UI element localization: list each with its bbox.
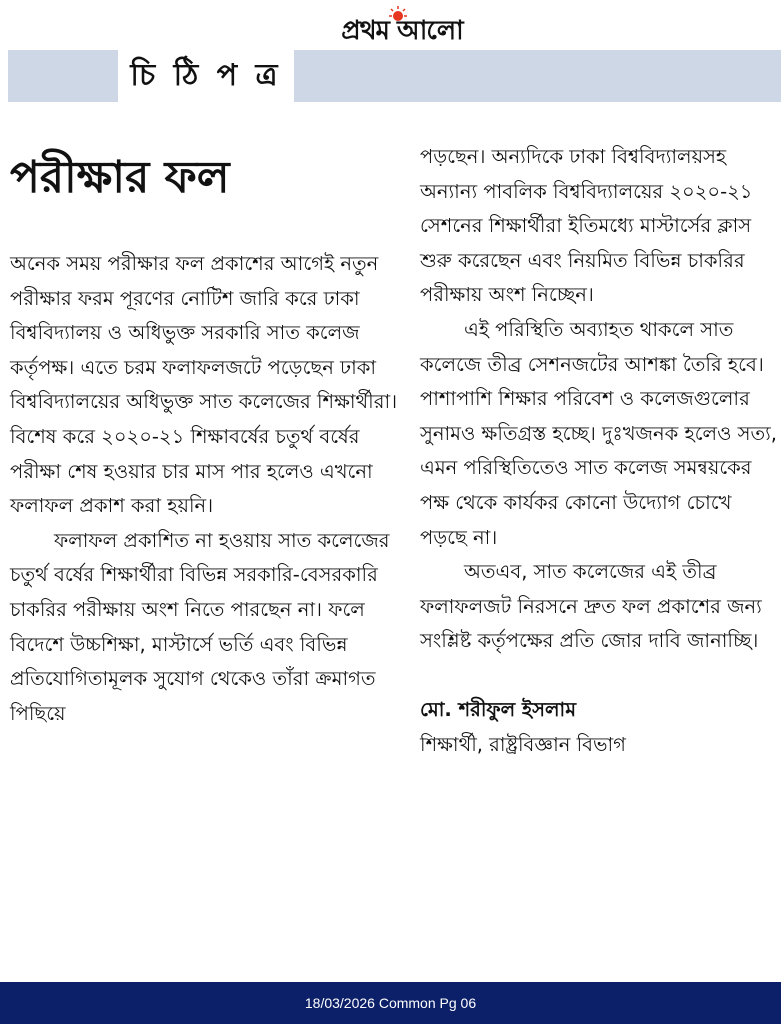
article-paragraph: ফলাফল প্রকাশিত না হওয়ায় সাত কলেজের চতুর্থ বর্ষের শিক্ষার্থীরা বিভিন্ন সরকারি-বেসরকারি চাকরির পরীক্ষায় অংশ নিতে পারছেন না। ফলে বিদেশে উচ্চশিক্ষা, মাস্টার্সে ভর্তি এবং বিভিন্ন প্রতিযোগিতামূলক সুযোগ থেকেও তাঁরা ক্রমাগত পিছিয়ে [10, 528, 390, 725]
masthead [0, 0, 781, 48]
author-name: মো. শরীফুল ইসলাম [420, 697, 577, 721]
prothom-alo-logo [292, 6, 512, 46]
article-paragraph: অতএব, সাত কলেজের এই তীব্র ফলাফলজট নিরসনে দ্রুত ফল প্রকাশের জন্য সংশ্লিষ্ট কর্তৃপক্ষের প্রতি জোর দাবি জানাচ্ছি। [420, 560, 762, 653]
article-column-right [420, 140, 780, 762]
article-paragraph: এই পরিস্থিতি অব্যাহত থাকলে সাত কলেজে তীব্র সেশনজটের আশঙ্কা তৈরি হবে। পাশাপাশি শিক্ষার পরিবেশ ও কলেজগুলোর সুনামও ক্ষতিগ্রস্ত হচ্ছে। দুঃখজনক হলেও সত্য, এমন পরিস্থিতিতেও সাত কলেজ সমন্বয়কের পক্ষ থেকে কার্যকর কোনো উদ্যোগ চোখে পড়ছে না। [420, 317, 778, 549]
section-label: চি ঠি প ত্র [130, 58, 282, 93]
footer-text: 18/03/2026 Common Pg 06 [304, 995, 477, 1011]
footer-bar [0, 982, 781, 1024]
article-headline: পরীক্ষার ফল [10, 152, 230, 203]
article-column-left [10, 247, 405, 731]
article-paragraph: পড়ছেন। অন্যদিকে ঢাকা বিশ্ববিদ্যালয়সহ অন্যান্য পাবলিক বিশ্ববিদ্যালয়ের ২০২০-২১ সেশনের শিক্ষার্থীরা ইতিমধ্যে মাস্টার্সের ক্লাস শুরু করেছেন এবং নিয়মিত বিভিন্ন চাকরির পরীক্ষায় অংশ নিচ্ছেন। [420, 145, 753, 307]
author-title: শিক্ষার্থী, রাষ্ট্রবিজ্ঞান বিভাগ [420, 732, 626, 756]
article-paragraph: অনেক সময় পরীক্ষার ফল প্রকাশের আগেই নতুন পরীক্ষার ফরম পূরণের নোটিশ জারি করে ঢাকা বিশ্ববিদ্যালয় ও অধিভুক্ত সরকারি সাত কলেজ কর্তৃপক্ষ। এতে চরম ফলাফলজটে পড়েছেন ঢাকা বিশ্ববিদ্যালয়ের অধিভুক্ত সাত কলেজের শিক্ষার্থীরা। বিশেষ করে ২০২০-২১ শিক্ষাবর্ষের চতুর্থ বর্ষের পরীক্ষা শেষ হওয়ার চার মাস পার হলেও এখনো ফলাফল প্রকাশ করা হয়নি। [10, 252, 398, 518]
logo-text: প্রথম আলো [341, 16, 463, 46]
